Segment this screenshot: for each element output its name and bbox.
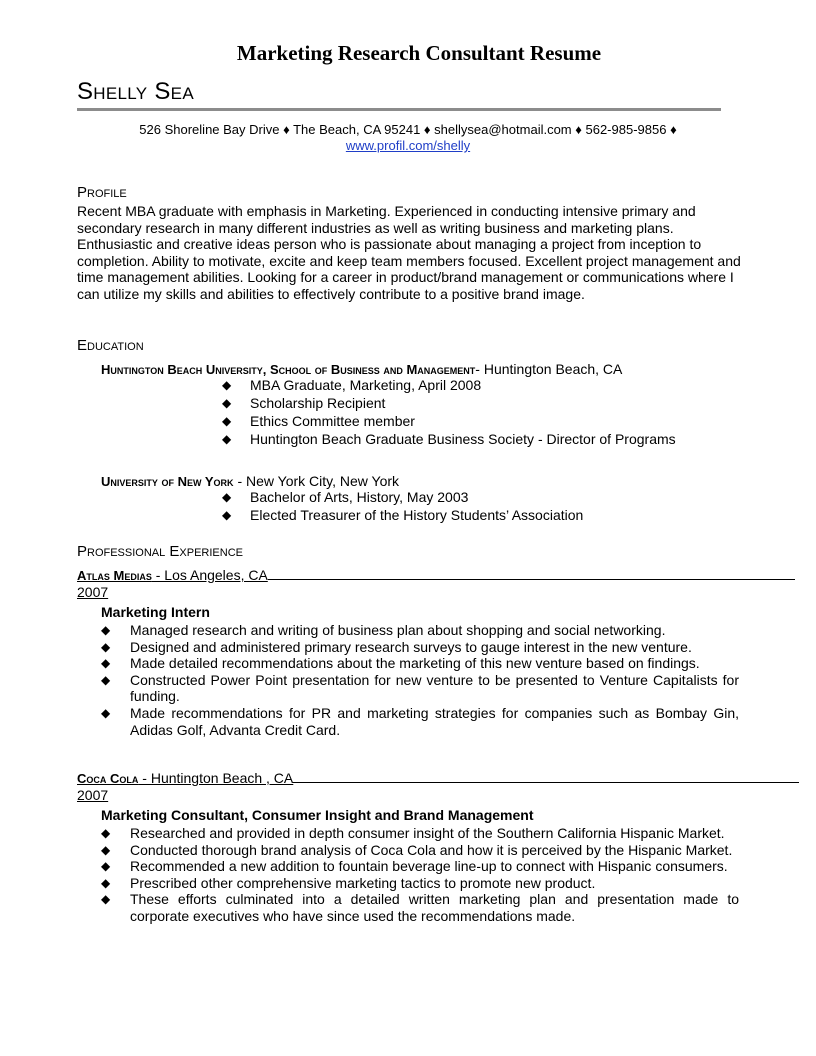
list-item: ◆ Prescribed other comprehensive marketing tactics to promote new product. [101, 874, 596, 891]
list-item: ◆ Made recommendations for PR and marketing strategies for companies such as Bombay Gin, Adidas Golf, Advanta Credit Card. [101, 704, 739, 738]
job-2-employer: Coca Cola [77, 771, 139, 786]
job-1-year: 2007 [77, 584, 109, 600]
diamond-bullet-icon: ◆ [222, 508, 232, 522]
profile-heading: Profile [77, 184, 127, 201]
school-1-items [222, 376, 676, 448]
experience-heading: Professional Experience [77, 543, 243, 560]
website-link[interactable]: www.profil.com/shelly [345, 138, 471, 153]
list-item: ◆ These efforts culminated into a detailed written marketing plan and presentation made to corporate executives who have since used the recommendations made. [101, 891, 739, 924]
job-1-location: - Los Angeles, CA [151, 567, 268, 583]
name-divider [77, 108, 721, 111]
school-1-location: - Huntington Beach, CA [475, 361, 623, 377]
school-1-name: Huntington Beach University, School of Business and Management [101, 362, 476, 377]
diamond-bullet-icon: ◆ [101, 639, 111, 654]
diamond-bullet-icon: ◆ [101, 656, 111, 671]
list-item: ◆ Researched and provided in depth consumer insight of the Southern California Hispanic Market. [101, 825, 725, 841]
school-2-items [222, 488, 583, 524]
job-1-employer-line [77, 567, 816, 600]
list-item: ◆ Elected Treasurer of the History Students’ Association [222, 507, 584, 523]
profile-text: Recent MBA graduate with emphasis in Marketing. Experienced in conducting intensive primary and secondary research in many different industries as well as writing business and marketing plans. Enthusiastic and creative ideas person who is passionate about managing a project from inception to completion. Ability to motivate, excite and keep team members focused. Excellent project management and time management abilities. Looking for a career in product/brand management or communications where I can utilize my skills and abilities to effectively contribute to a positive brand image. [77, 203, 741, 302]
job-1-employer: Atlas Medias [77, 568, 152, 583]
diamond-bullet-icon: ◆ [101, 623, 111, 637]
education-heading: Education [77, 337, 144, 354]
diamond-bullet-icon: ◆ [222, 378, 232, 392]
document-title: Marketing Research Consultant Resume [236, 41, 602, 65]
diamond-bullet-icon: ◆ [222, 490, 232, 504]
contact-block [0, 122, 816, 154]
diamond-bullet-icon: ◆ [222, 432, 232, 446]
diamond-bullet-icon: ◆ [101, 826, 111, 840]
list-item: ◆ Made detailed recommendations about the marketing of this new venture based on findings. [101, 655, 700, 672]
job-1-title: Marketing Intern [101, 604, 210, 620]
list-item: ◆ Constructed Power Point presentation for new venture to be presented to Venture Capitalists for funding. [101, 671, 739, 705]
candidate-name: Shelly Sea [77, 78, 194, 105]
list-item: ◆ Scholarship Recipient [222, 395, 386, 411]
job-2-location: - Huntington Beach , CA [138, 770, 294, 786]
job-2-bullets [101, 825, 739, 925]
diamond-bullet-icon: ◆ [101, 672, 111, 687]
job-2-employer-line [77, 770, 816, 803]
list-item: ◆ Bachelor of Arts, History, May 2003 [222, 489, 469, 505]
list-item: ◆ Conducted thorough brand analysis of Coca Cola and how it is perceived by the Hispanic Market. [101, 841, 733, 858]
list-item: ◆ Recommended a new addition to fountain beverage line-up to connect with Hispanic consumers. [101, 858, 728, 875]
school-2-name: University of New York [101, 474, 234, 489]
list-item: ◆ Managed research and writing of business plan about shopping and social networking. [101, 622, 666, 638]
diamond-bullet-icon: ◆ [222, 396, 232, 410]
diamond-bullet-icon: ◆ [101, 859, 111, 874]
contact-line: 526 Shoreline Bay Drive ♦ The Beach, CA 95241 ♦ shellysea@hotmail.com ♦ 562-985-9856 ♦ [139, 122, 677, 137]
school-2-location: - New York City, New York [233, 473, 400, 489]
job-1-bullets [101, 622, 739, 738]
list-item: ◆ MBA Graduate, Marketing, April 2008 [222, 377, 482, 393]
list-item: ◆ Huntington Beach Graduate Business Society - Director of Programs [222, 431, 676, 447]
diamond-bullet-icon: ◆ [101, 875, 111, 890]
diamond-bullet-icon: ◆ [101, 842, 111, 857]
diamond-bullet-icon: ◆ [101, 892, 111, 907]
list-item: ◆ Designed and administered primary research surveys to gauge interest in the new venture. [101, 638, 692, 655]
diamond-bullet-icon: ◆ [222, 414, 232, 428]
job-2-year: 2007 [77, 787, 109, 803]
list-item: ◆ Ethics Committee member [222, 413, 415, 429]
job-2-title: Marketing Consultant, Consumer Insight and Brand Management [101, 807, 534, 823]
diamond-bullet-icon: ◆ [101, 705, 111, 720]
